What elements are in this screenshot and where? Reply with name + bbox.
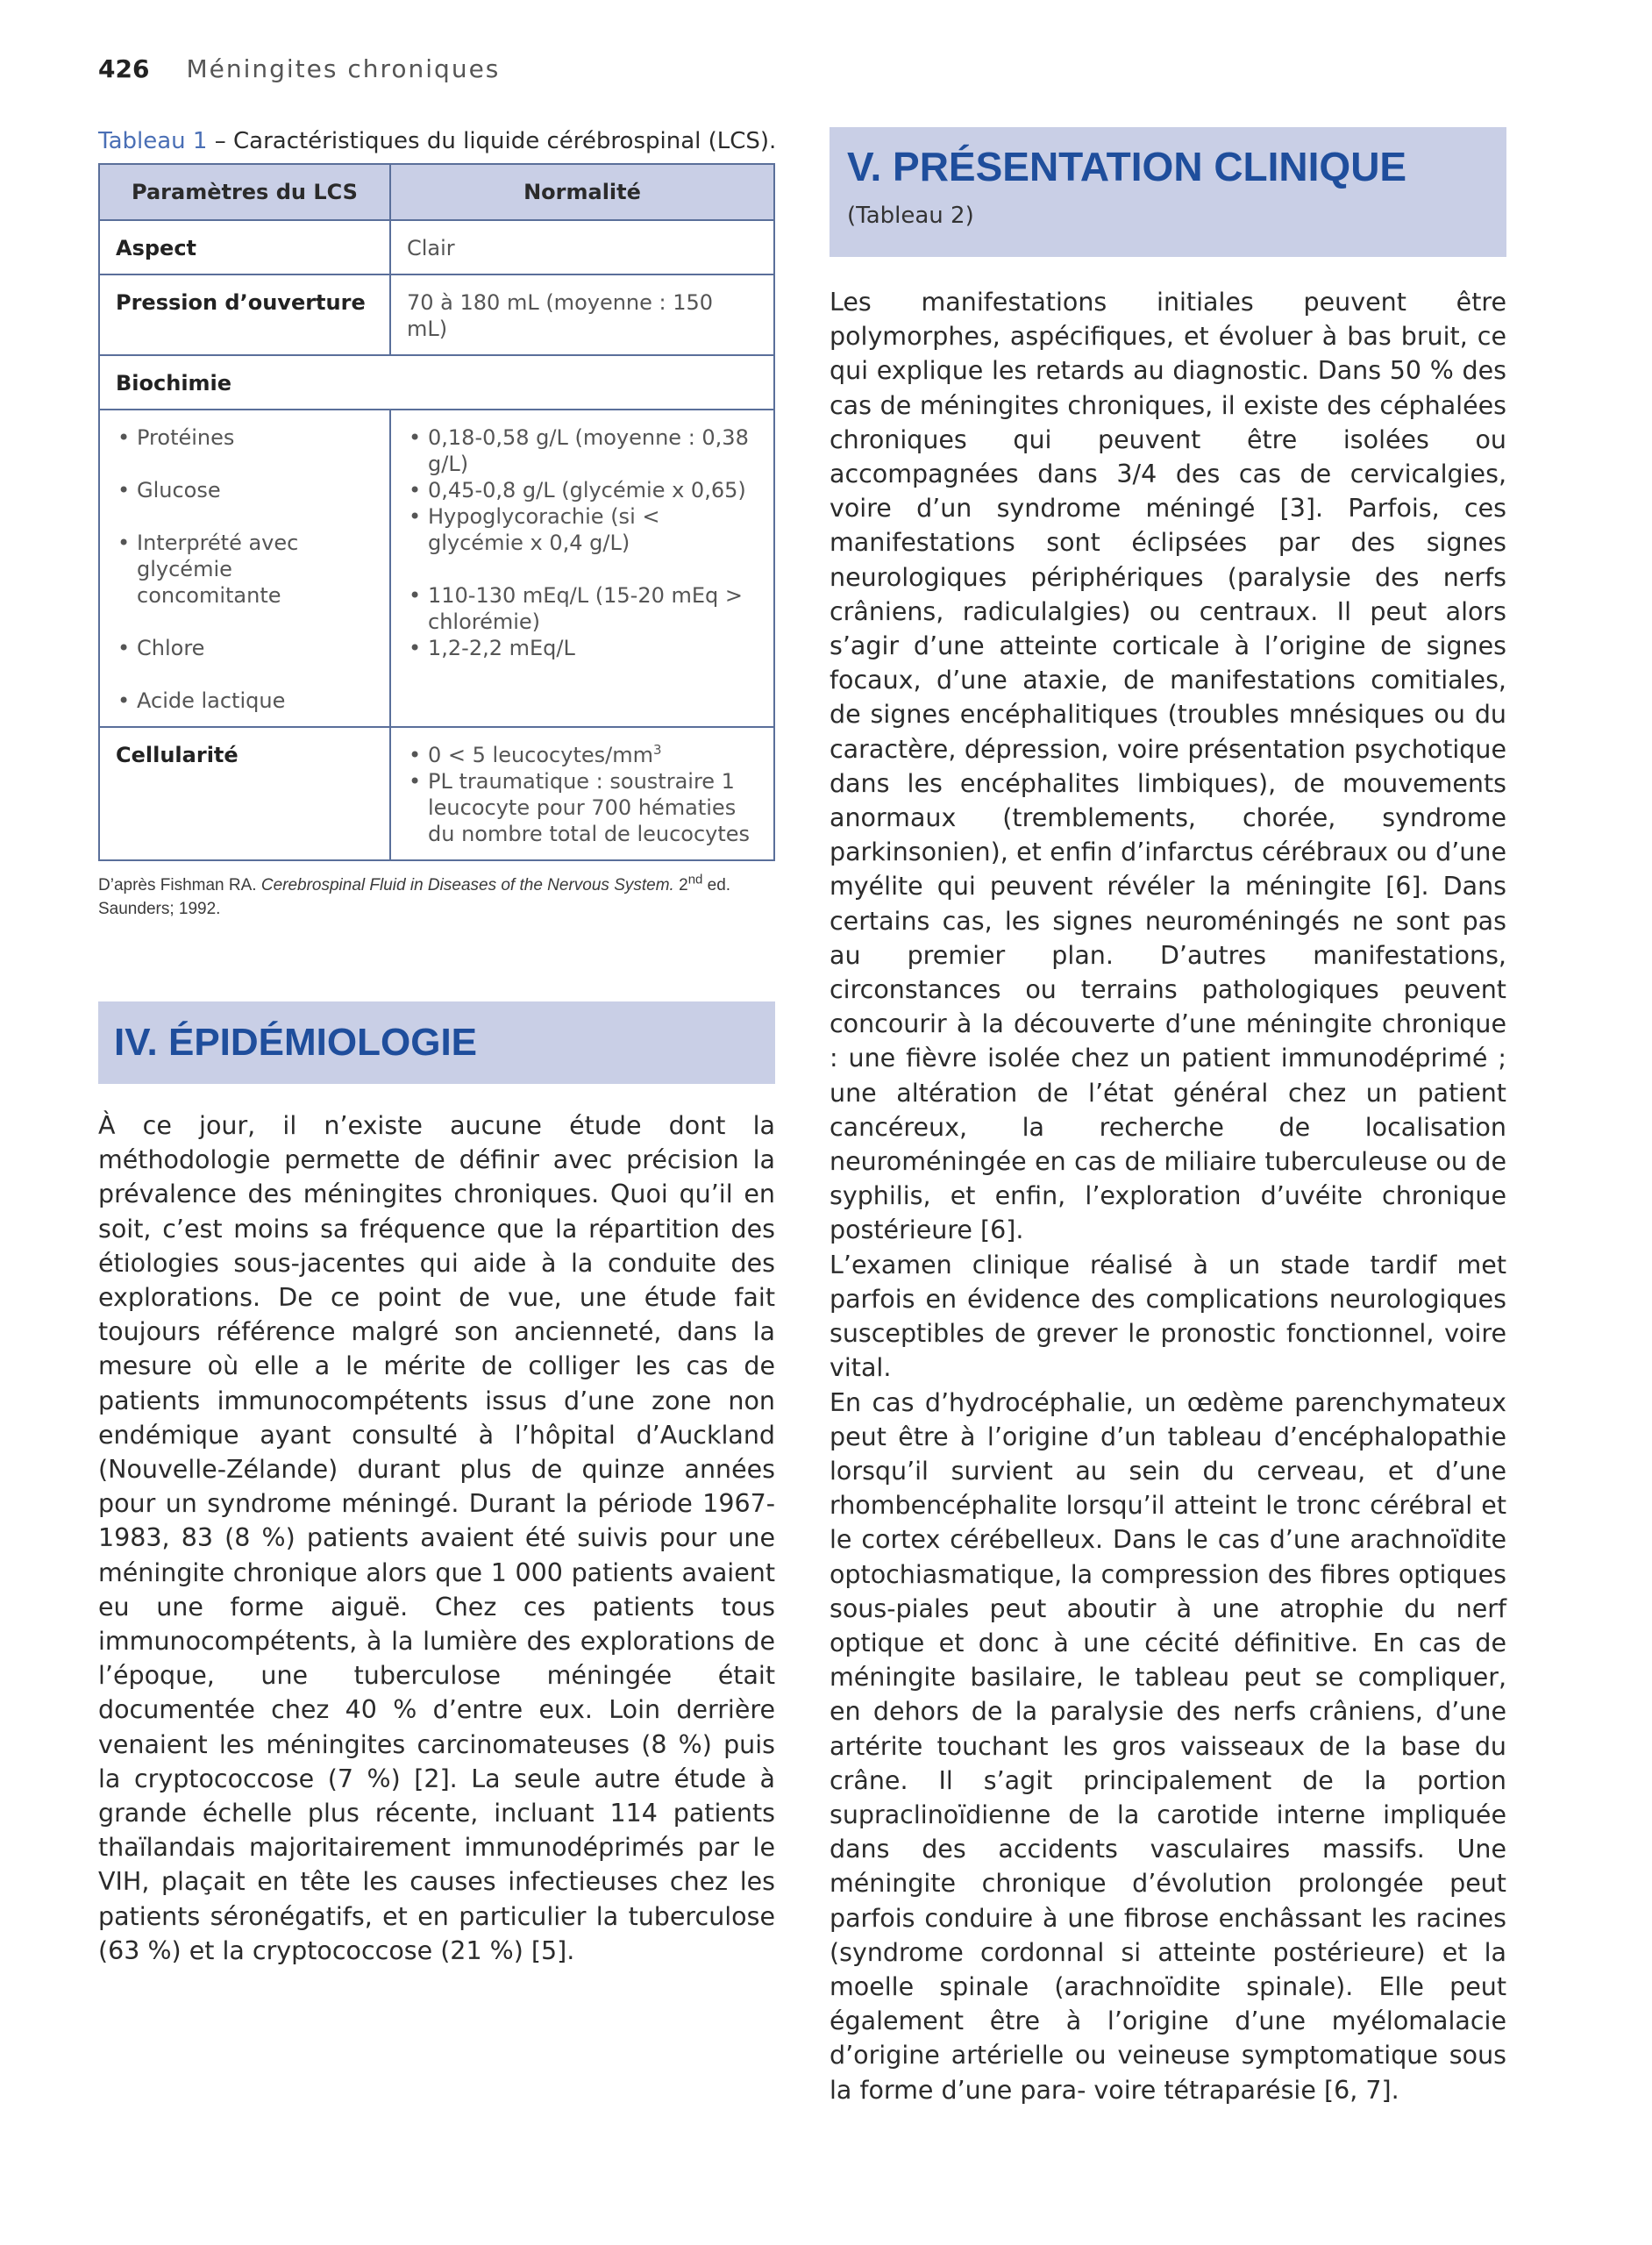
table-source <box>98 873 775 921</box>
biochimie-params-cell <box>99 410 390 727</box>
table-caption-text: – Caractéristiques du liquide cérébrospinal (LCS). <box>207 128 777 154</box>
row-cellularite <box>99 727 774 860</box>
cellularite-values-list <box>407 742 758 847</box>
table-caption <box>98 128 775 154</box>
page-number: 426 <box>98 54 150 83</box>
param-acide-lactique: • Acide lactique <box>116 688 374 714</box>
section-5-subtitle: (Tableau 2) <box>847 203 974 229</box>
left-column <box>98 128 775 1968</box>
value-chlore: • 110-130 mEq/L (15-20 mEq > chlorémie) <box>407 582 758 635</box>
param-proteines: • Protéines <box>116 424 374 451</box>
section-4-title: IV. ÉPIDÉMIOLOGIE <box>98 1001 775 1084</box>
source-edition: 2 <box>673 876 688 894</box>
section-5-title: V. PRÉSENTATION CLINIQUE <box>847 144 1407 189</box>
value-pl-traumatique: • PL traumatique : soustraire 1 leucocyte pour 700 hématies du nombre total de leucocytes <box>407 768 758 847</box>
biochimie-values-list <box>407 424 758 661</box>
biochimie-values-cell <box>390 410 774 727</box>
row-biochimie-label <box>99 355 774 410</box>
row-aspect <box>99 220 774 274</box>
param-chlore: • Chlore <box>116 635 374 661</box>
value-leucocytes <box>407 742 758 768</box>
param-pression: Pression d’ouverture <box>99 274 390 355</box>
section-5-paragraph-2: L’examen clinique réalisé à un stade tardif met parfois en évidence des complications neurologiques susceptibles de grever le pronostic fonctionnel, voire vital. <box>830 1250 1506 1383</box>
table-label: Tableau 1 <box>98 128 208 154</box>
param-aspect: Aspect <box>99 220 390 274</box>
value-pression: 70 à 180 mL (moyenne : 150 mL) <box>390 274 774 355</box>
running-title: Méningites chroniques <box>186 54 501 83</box>
value-acide-lactique: • 1,2-2,2 mEq/L <box>407 635 758 661</box>
row-biochimie <box>99 410 774 727</box>
value-hypoglycorachie: • Hypoglycorachie (si < glycémie x 0,4 g/L) <box>407 503 758 556</box>
value-glucose: • 0,45-0,8 g/L (glycémie x 0,65) <box>407 477 758 503</box>
param-interprete: • Interprété avec glycémie concomitante <box>116 530 374 609</box>
header-normalite: Normalité <box>390 164 774 220</box>
section-5-paragraph-1: Les manifestations initiales peuvent être polymorphes, aspécifiques, et évoluer à bas bruit, ce qui explique les retards au diagnostic. Dans 50 % des cas de méningites chroniques, il existe des céphalées chroniques qui peuvent être isolées ou accompagnées dans 3/4 des cas de cervicalgies, voire d’un syndrome méningé [3]. Parfois, ces manifestations sont éclipsées par des signes neurologiques périphériques (paralysie des nerfs crâniens, radiculalgies) ou centraux. Il peut alors s’agir d’une atteinte corticale à l’origine de signes focaux, d’une ataxie, de manifestations comitiales, de signes encéphalitiques (troubles mnésiques ou du caractère, dépression, voire présentation psychotique dans les encéphalites limbiques), de mouvements anormaux (tremblements, chorée, syndrome parkinsonien), et enfin d’infarctus cérébraux ou d’une myélite qui peuvent révéler la méningite [6]. Dans certains cas, les signes neuroméningés ne sont pas au premier plan. D’autres manifestations, circonstances ou terrains pathologiques peuvent concourir à la découverte d’une méningite chronique : une fièvre isolée chez un patient immunodéprimé ; une altération de l’état général chez un patient cancéreux, la recherche de localisation neuroméningée en cas de miliaire tuberculeuse ou de syphilis, et enfin, l’exploration d’uvéite chronique postérieure [6]. <box>830 288 1506 1245</box>
source-suffix: ed. Saunders; 1992. <box>98 876 731 918</box>
table-header-row <box>99 164 774 220</box>
value-aspect: Clair <box>390 220 774 274</box>
row-pression <box>99 274 774 355</box>
section-4-paragraph: À ce jour, il n’existe aucune étude dont la méthodologie permette de définir avec précision la prévalence des méningites chroniques. Quoi qu’il en soit, c’est moins sa fréquence que la répartition des étiologies sous-jacentes qui aide à la conduite des explorations. De ce point de vue, une étude fait toujours référence malgré son ancienneté, dans la mesure où elle a le mérite de colliger les cas de patients immunocompétents issus d’une zone non endémique ayant consulté à l’hôpital d’Auckland (Nouvelle-Zélande) durant plus de quinze années pour un syndrome méningé. Durant la période 1967-1983, 83 (8 %) patients avaient été suivis pour une méningite chronique alors que 1 000 patients avaient eu une forme aiguë. Chez ces patients tous immunocompétents, à la lumière des explorations de l’époque, une tuberculose méningée était documentée chez 40 % d’entre eux. Loin derrière venaient les méningites carcinomateuses (8 %) puis la cryptococcose (7 %) [2]. La seule autre étude à grande échelle plus récente, incluant 114 patients thaïlandais majoritairement immunodéprimés par le VIH, plaçait en tête les causes infectieuses chez les patients séronégatifs, et en particulier la tuberculose (63 %) et la cryptococcose (21 %) [5]. <box>98 1111 775 1965</box>
param-glucose: • Glucose <box>116 477 374 503</box>
source-title: Cerebrospinal Fluid in Diseases of the Nervous System. <box>260 876 674 894</box>
right-column <box>830 127 1506 2107</box>
cellularite-values-cell <box>390 727 774 860</box>
param-biochimie: Biochimie <box>99 355 774 410</box>
source-prefix: D’après Fishman RA. <box>98 876 261 894</box>
value-proteines: • 0,18-0,58 g/L (moyenne : 0,38 g/L) <box>407 424 758 477</box>
source-edition-sup: nd <box>687 872 703 887</box>
biochimie-params-list <box>116 424 374 714</box>
header-parametres: Paramètres du LCS <box>99 164 390 220</box>
value-leucocytes-sup: 3 <box>652 742 662 758</box>
param-cellularite: Cellularité <box>99 727 390 860</box>
value-leucocytes-text: 0 < 5 leucocytes/mm <box>428 743 653 767</box>
section-5-paragraph-3: En cas d’hydrocéphalie, un œdème parenchymateux peut être à l’origine d’un tableau d’encéphalopathie lorsqu’il survient au sein du cerveau, et d’une rhombencéphalite lorsqu’il atteint le tronc cérébral et le cortex cérébelleux. Dans le cas d’une arachnoïdite optochiasmatique, la compression des fibres optiques sous-piales peut aboutir à une atrophie du nerf optique et donc à une cécité définitive. En cas de méningite basilaire, le tableau peut se compliquer, en dehors de la paralysie des nerfs crâniens, d’une artérite touchant les gros vaisseaux de la base du crâne. Il s’agit principalement de la portion supraclinoïdienne de la carotide interne impliquée dans des accidents vasculaires massifs. Une méningite chronique d’évolution prolongée peut parfois conduire à une fibrose enchâssant les racines (syndrome cordonnal si atteinte postérieure) et la moelle spinale (arachnoïdite spinale). Elle peut également être à l’origine d’une myélomalacie d’origine artérielle ou veineuse symptomatique sous la forme d’une para- voire tétraparésie [6, 7]. <box>830 1387 1506 2105</box>
section-5-heading <box>830 127 1506 257</box>
running-header <box>98 54 500 83</box>
lcs-table <box>98 163 775 861</box>
